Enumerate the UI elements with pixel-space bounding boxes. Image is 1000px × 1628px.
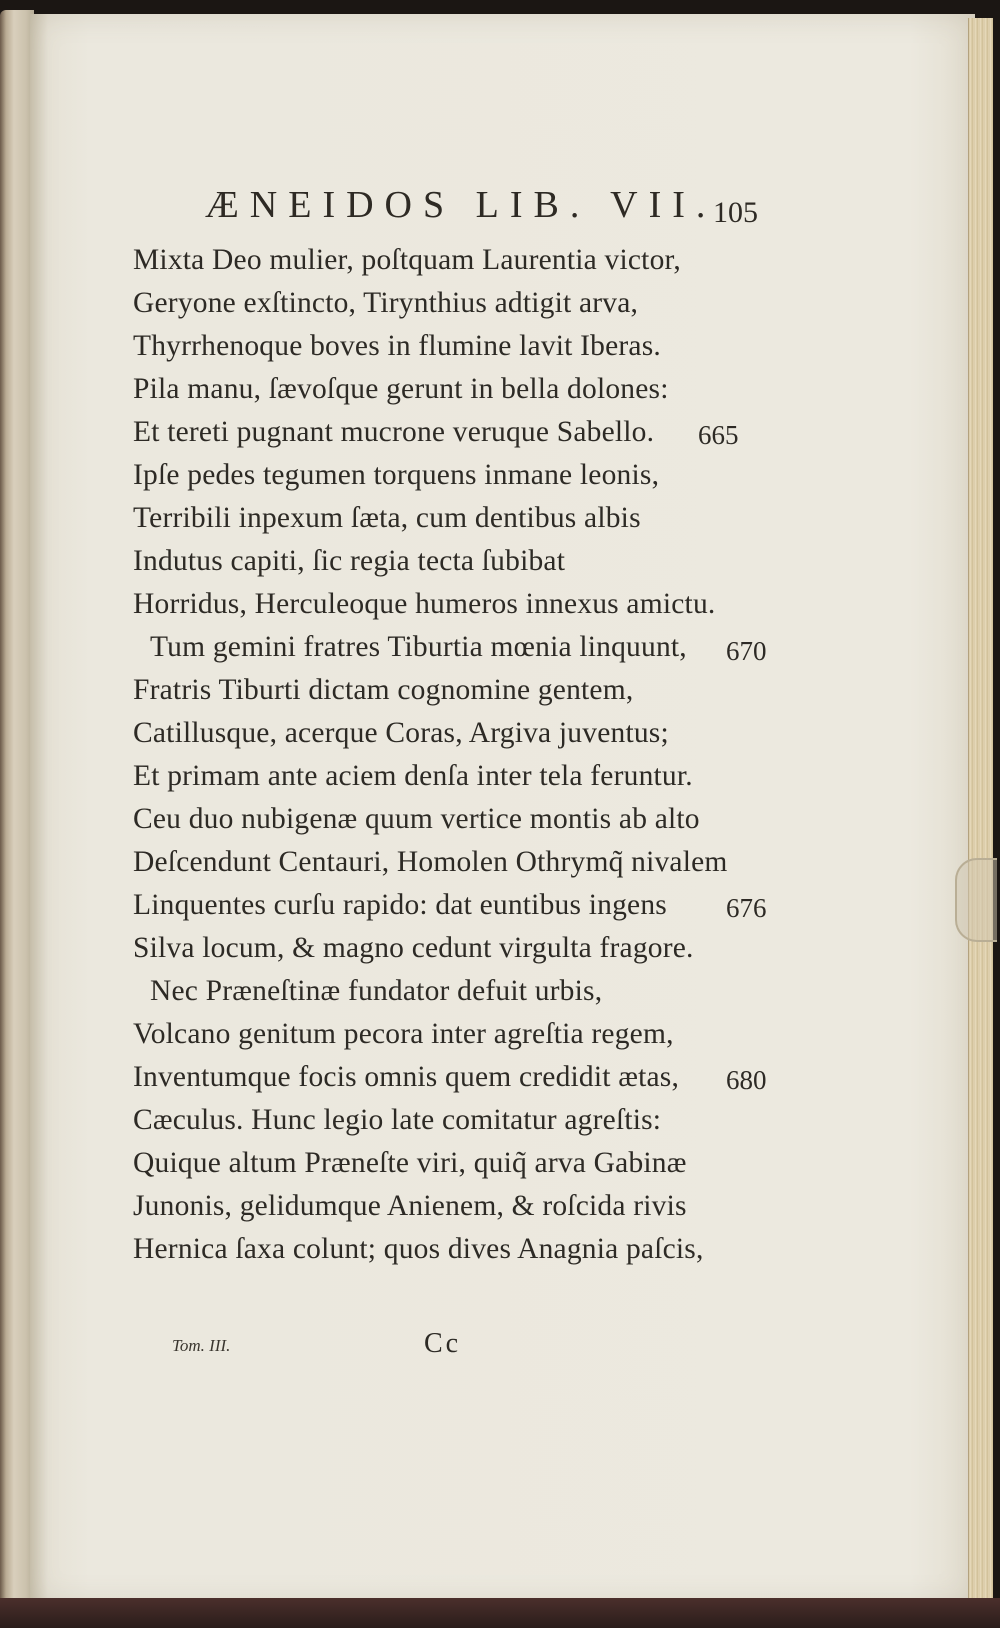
verse-line: Geryone exſtincto, Tirynthius adtigit arva, [133, 287, 639, 319]
verse-line: Mixta Deo mulier, poſtquam Laurentia victor, [133, 244, 681, 276]
line-number: 665 [698, 420, 739, 450]
verse-line: Junonis, gelidumque Anienem, & roſcida rivis [133, 1190, 687, 1222]
verse-line: Cæculus. Hunc legio late comitatur agreſtis: [133, 1104, 662, 1136]
verse-line: Linquentes curſu rapido: dat euntibus ingens [133, 889, 667, 921]
verse-line: Et tereti pugnant mucrone veruque Sabello. [133, 416, 655, 448]
verse-line: Fratris Tiburti dictam cognomine gentem, [133, 674, 634, 706]
fore-edge [968, 18, 993, 1600]
page-number: 105 [713, 196, 758, 229]
line-number: 680 [726, 1065, 767, 1095]
verse-line: Tum gemini fratres Tiburtia mœnia linquunt, [150, 631, 687, 663]
verse-line: Silva locum, & magno cedunt virgulta fragore. [133, 932, 694, 964]
verse-line: Nec Præneſtinæ fundator defuit urbis, [150, 975, 603, 1007]
clasp-tab [955, 858, 997, 942]
verse-line: Inventumque focis omnis quem credidit ætas, [133, 1061, 680, 1093]
line-number: 676 [726, 893, 767, 923]
verse-line: Quique altum Præneſte viri, quiq̃ arva Gabinæ [133, 1147, 687, 1179]
line-number: 670 [726, 636, 767, 666]
verse-line: Pila manu, ſævoſque gerunt in bella dolones: [133, 373, 669, 405]
binding-edge [0, 1598, 1000, 1628]
verse-line: Deſcendunt Centauri, Homolen Othrymq̃ nivalem [133, 846, 728, 878]
signature-mark: Cc [424, 1328, 462, 1359]
verse-line: Catillusque, acerque Coras, Argiva juventus; [133, 717, 669, 749]
verse-line: Indutus capiti, ſic regia tecta ſubibat [133, 545, 566, 577]
verse-line: Ceu duo nubigenæ quum vertice montis ab alto [133, 803, 700, 835]
running-head: ÆNEIDOS LIB. VII. [205, 184, 717, 226]
volume-note: Tom. III. [172, 1336, 231, 1355]
left-page-edge [0, 10, 34, 1610]
verse-line: Terribili inpexum ſæta, cum dentibus albis [133, 502, 641, 534]
verse-line: Horridus, Herculeoque humeros innexus amictu. [133, 588, 716, 620]
verse-line: Thyrrhenoque boves in flumine lavit Iberas. [133, 330, 661, 362]
verse-line: Ipſe pedes tegumen torquens inmane leonis, [133, 459, 660, 491]
verse-line: Hernica ſaxa colunt; quos dives Anagnia paſcis, [133, 1233, 704, 1265]
verse-line: Et primam ante aciem denſa inter tela feruntur. [133, 760, 693, 792]
verse-line: Volcano genitum pecora inter agreſtia regem, [133, 1018, 674, 1050]
